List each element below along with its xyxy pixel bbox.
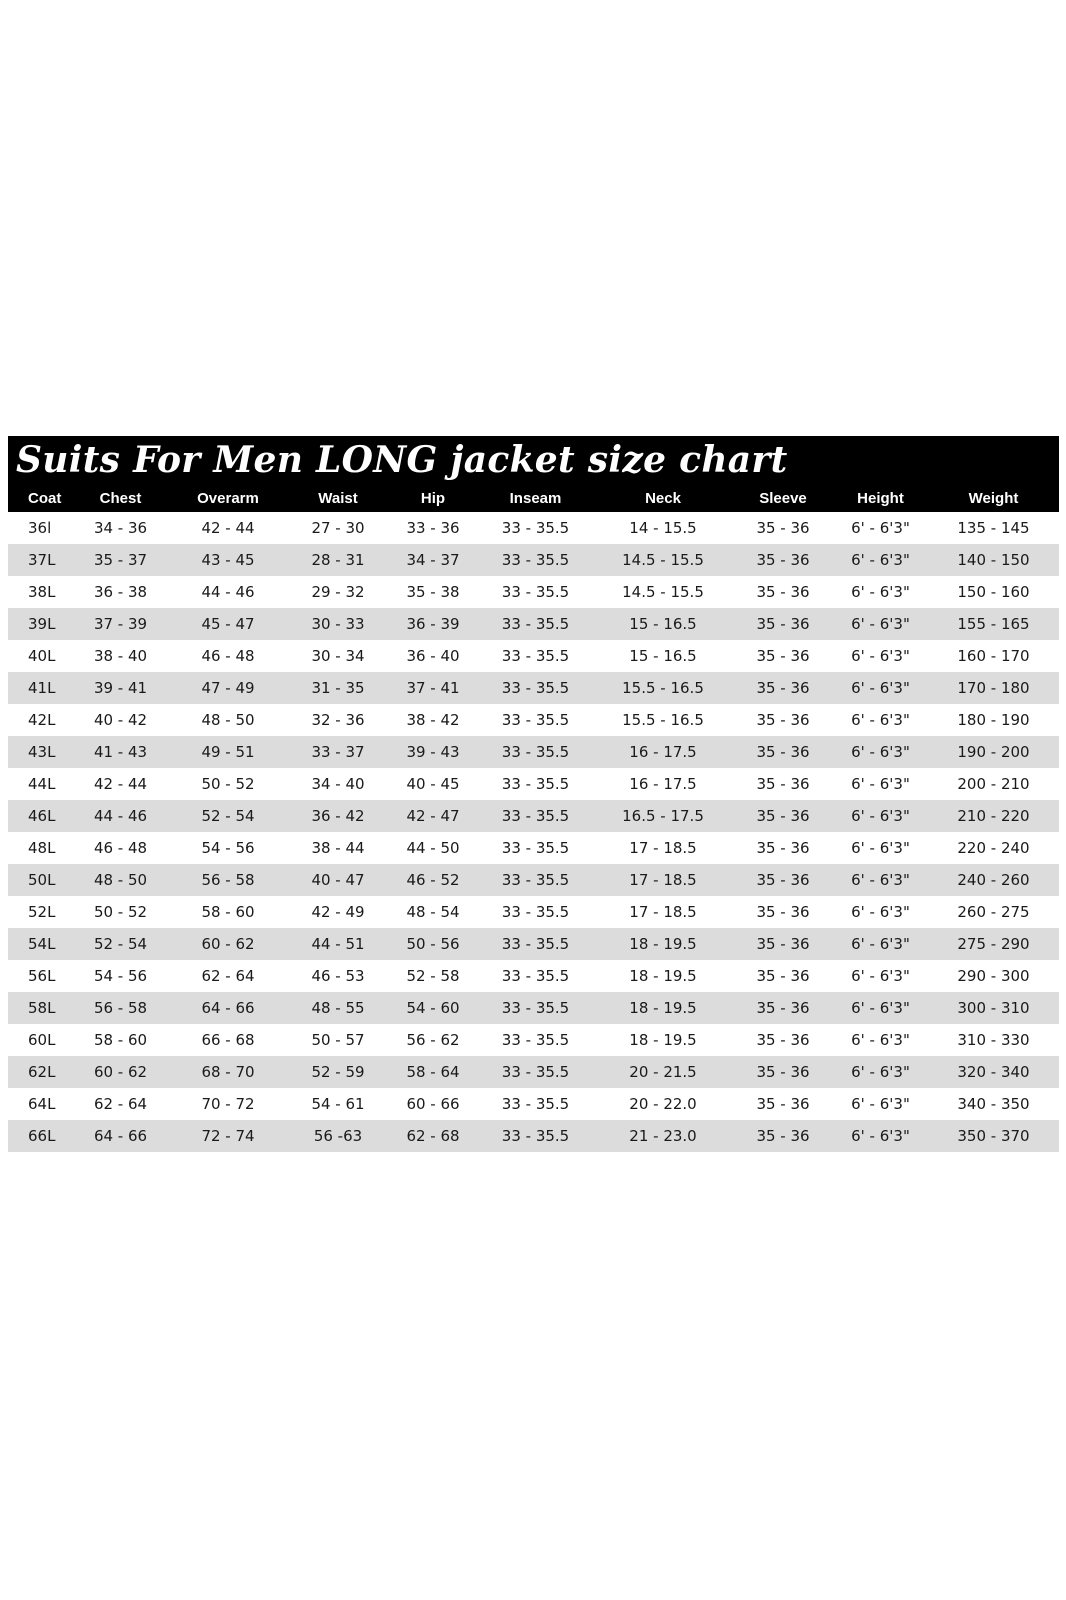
- cell-coat: 48L: [8, 832, 73, 864]
- cell-coat: 62L: [8, 1056, 73, 1088]
- cell-overarm: 70 - 72: [168, 1088, 288, 1120]
- cell-sleeve: 35 - 36: [733, 992, 833, 1024]
- cell-waist: 54 - 61: [288, 1088, 388, 1120]
- cell-chest: 34 - 36: [73, 512, 168, 544]
- cell-neck: 15.5 - 16.5: [593, 672, 733, 704]
- cell-weight: 190 - 200: [928, 736, 1059, 768]
- table-row: [8, 992, 1059, 1024]
- cell-inseam: 33 - 35.5: [478, 896, 593, 928]
- cell-inseam: 33 - 35.5: [478, 640, 593, 672]
- cell-hip: 35 - 38: [388, 576, 478, 608]
- cell-inseam: 33 - 35.5: [478, 512, 593, 544]
- cell-waist: 50 - 57: [288, 1024, 388, 1056]
- cell-weight: 180 - 190: [928, 704, 1059, 736]
- cell-height: 6' - 6'3": [833, 768, 928, 800]
- cell-inseam: 33 - 35.5: [478, 1120, 593, 1152]
- cell-weight: 150 - 160: [928, 576, 1059, 608]
- cell-chest: 56 - 58: [73, 992, 168, 1024]
- header-row: [8, 484, 1059, 512]
- cell-coat: 54L: [8, 928, 73, 960]
- cell-coat: 64L: [8, 1088, 73, 1120]
- cell-sleeve: 35 - 36: [733, 928, 833, 960]
- column-header-hip: Hip: [388, 484, 478, 512]
- cell-inseam: 33 - 35.5: [478, 800, 593, 832]
- cell-chest: 39 - 41: [73, 672, 168, 704]
- cell-sleeve: 35 - 36: [733, 896, 833, 928]
- cell-waist: 30 - 33: [288, 608, 388, 640]
- cell-inseam: 33 - 35.5: [478, 928, 593, 960]
- cell-weight: 140 - 150: [928, 544, 1059, 576]
- table-row: [8, 864, 1059, 896]
- cell-coat: 52L: [8, 896, 73, 928]
- cell-overarm: 60 - 62: [168, 928, 288, 960]
- cell-inseam: 33 - 35.5: [478, 544, 593, 576]
- cell-height: 6' - 6'3": [833, 640, 928, 672]
- cell-overarm: 42 - 44: [168, 512, 288, 544]
- table-row: [8, 512, 1059, 544]
- cell-waist: 28 - 31: [288, 544, 388, 576]
- cell-hip: 60 - 66: [388, 1088, 478, 1120]
- cell-waist: 52 - 59: [288, 1056, 388, 1088]
- cell-neck: 18 - 19.5: [593, 928, 733, 960]
- cell-chest: 40 - 42: [73, 704, 168, 736]
- title-bar: [8, 436, 1059, 484]
- cell-waist: 42 - 49: [288, 896, 388, 928]
- cell-overarm: 47 - 49: [168, 672, 288, 704]
- cell-neck: 15.5 - 16.5: [593, 704, 733, 736]
- cell-coat: 37L: [8, 544, 73, 576]
- cell-height: 6' - 6'3": [833, 1056, 928, 1088]
- cell-neck: 14.5 - 15.5: [593, 544, 733, 576]
- cell-inseam: 33 - 35.5: [478, 960, 593, 992]
- cell-height: 6' - 6'3": [833, 672, 928, 704]
- cell-height: 6' - 6'3": [833, 736, 928, 768]
- cell-neck: 14 - 15.5: [593, 512, 733, 544]
- cell-sleeve: 35 - 36: [733, 832, 833, 864]
- cell-hip: 36 - 39: [388, 608, 478, 640]
- cell-sleeve: 35 - 36: [733, 1120, 833, 1152]
- cell-sleeve: 35 - 36: [733, 704, 833, 736]
- cell-height: 6' - 6'3": [833, 928, 928, 960]
- cell-overarm: 46 - 48: [168, 640, 288, 672]
- cell-overarm: 50 - 52: [168, 768, 288, 800]
- cell-inseam: 33 - 35.5: [478, 992, 593, 1024]
- cell-weight: 135 - 145: [928, 512, 1059, 544]
- cell-neck: 16.5 - 17.5: [593, 800, 733, 832]
- cell-height: 6' - 6'3": [833, 1088, 928, 1120]
- cell-coat: 42L: [8, 704, 73, 736]
- cell-neck: 17 - 18.5: [593, 864, 733, 896]
- table-row: [8, 896, 1059, 928]
- cell-sleeve: 35 - 36: [733, 1088, 833, 1120]
- cell-height: 6' - 6'3": [833, 512, 928, 544]
- cell-chest: 50 - 52: [73, 896, 168, 928]
- cell-weight: 340 - 350: [928, 1088, 1059, 1120]
- cell-inseam: 33 - 35.5: [478, 704, 593, 736]
- cell-overarm: 52 - 54: [168, 800, 288, 832]
- column-header-sleeve: Sleeve: [733, 484, 833, 512]
- cell-sleeve: 35 - 36: [733, 800, 833, 832]
- cell-sleeve: 35 - 36: [733, 1056, 833, 1088]
- cell-inseam: 33 - 35.5: [478, 736, 593, 768]
- cell-chest: 36 - 38: [73, 576, 168, 608]
- cell-weight: 320 - 340: [928, 1056, 1059, 1088]
- table-row: [8, 640, 1059, 672]
- cell-waist: 27 - 30: [288, 512, 388, 544]
- cell-neck: 21 - 23.0: [593, 1120, 733, 1152]
- column-header-height: Height: [833, 484, 928, 512]
- cell-waist: 44 - 51: [288, 928, 388, 960]
- table-body: [8, 512, 1059, 1152]
- table-row: [8, 736, 1059, 768]
- cell-neck: 20 - 22.0: [593, 1088, 733, 1120]
- cell-hip: 62 - 68: [388, 1120, 478, 1152]
- cell-height: 6' - 6'3": [833, 896, 928, 928]
- cell-height: 6' - 6'3": [833, 800, 928, 832]
- cell-chest: 48 - 50: [73, 864, 168, 896]
- cell-overarm: 49 - 51: [168, 736, 288, 768]
- cell-hip: 34 - 37: [388, 544, 478, 576]
- table-row: [8, 608, 1059, 640]
- cell-chest: 58 - 60: [73, 1024, 168, 1056]
- cell-weight: 160 - 170: [928, 640, 1059, 672]
- cell-sleeve: 35 - 36: [733, 1024, 833, 1056]
- cell-inseam: 33 - 35.5: [478, 832, 593, 864]
- cell-height: 6' - 6'3": [833, 864, 928, 896]
- cell-sleeve: 35 - 36: [733, 960, 833, 992]
- cell-coat: 60L: [8, 1024, 73, 1056]
- cell-hip: 39 - 43: [388, 736, 478, 768]
- column-header-inseam: Inseam: [478, 484, 593, 512]
- cell-height: 6' - 6'3": [833, 544, 928, 576]
- cell-sleeve: 35 - 36: [733, 768, 833, 800]
- cell-neck: 18 - 19.5: [593, 960, 733, 992]
- cell-overarm: 48 - 50: [168, 704, 288, 736]
- cell-chest: 42 - 44: [73, 768, 168, 800]
- table-row: [8, 544, 1059, 576]
- cell-neck: 20 - 21.5: [593, 1056, 733, 1088]
- cell-hip: 38 - 42: [388, 704, 478, 736]
- cell-chest: 44 - 46: [73, 800, 168, 832]
- table-row: [8, 928, 1059, 960]
- cell-overarm: 72 - 74: [168, 1120, 288, 1152]
- cell-sleeve: 35 - 36: [733, 864, 833, 896]
- cell-sleeve: 35 - 36: [733, 512, 833, 544]
- column-header-neck: Neck: [593, 484, 733, 512]
- cell-height: 6' - 6'3": [833, 608, 928, 640]
- cell-hip: 36 - 40: [388, 640, 478, 672]
- cell-neck: 16 - 17.5: [593, 736, 733, 768]
- cell-neck: 15 - 16.5: [593, 640, 733, 672]
- cell-inseam: 33 - 35.5: [478, 672, 593, 704]
- table-row: [8, 704, 1059, 736]
- cell-chest: 37 - 39: [73, 608, 168, 640]
- size-table: [8, 484, 1059, 1152]
- cell-neck: 18 - 19.5: [593, 1024, 733, 1056]
- cell-coat: 38L: [8, 576, 73, 608]
- table-row: [8, 768, 1059, 800]
- cell-overarm: 43 - 45: [168, 544, 288, 576]
- column-header-weight: Weight: [928, 484, 1059, 512]
- cell-coat: 46L: [8, 800, 73, 832]
- cell-overarm: 45 - 47: [168, 608, 288, 640]
- cell-hip: 58 - 64: [388, 1056, 478, 1088]
- cell-height: 6' - 6'3": [833, 960, 928, 992]
- cell-inseam: 33 - 35.5: [478, 864, 593, 896]
- table-row: [8, 1120, 1059, 1152]
- table-row: [8, 576, 1059, 608]
- cell-waist: 29 - 32: [288, 576, 388, 608]
- cell-neck: 16 - 17.5: [593, 768, 733, 800]
- cell-chest: 62 - 64: [73, 1088, 168, 1120]
- cell-waist: 48 - 55: [288, 992, 388, 1024]
- table-row: [8, 1024, 1059, 1056]
- cell-hip: 44 - 50: [388, 832, 478, 864]
- cell-weight: 220 - 240: [928, 832, 1059, 864]
- cell-weight: 350 - 370: [928, 1120, 1059, 1152]
- cell-coat: 44L: [8, 768, 73, 800]
- cell-hip: 54 - 60: [388, 992, 478, 1024]
- chart-title: Suits For Men LONG jacket size chart: [16, 439, 788, 481]
- cell-weight: 260 - 275: [928, 896, 1059, 928]
- cell-waist: 30 - 34: [288, 640, 388, 672]
- cell-sleeve: 35 - 36: [733, 640, 833, 672]
- cell-inseam: 33 - 35.5: [478, 1088, 593, 1120]
- cell-overarm: 66 - 68: [168, 1024, 288, 1056]
- cell-chest: 46 - 48: [73, 832, 168, 864]
- cell-weight: 155 - 165: [928, 608, 1059, 640]
- cell-weight: 300 - 310: [928, 992, 1059, 1024]
- cell-chest: 52 - 54: [73, 928, 168, 960]
- cell-coat: 39L: [8, 608, 73, 640]
- cell-chest: 41 - 43: [73, 736, 168, 768]
- cell-weight: 240 - 260: [928, 864, 1059, 896]
- cell-hip: 56 - 62: [388, 1024, 478, 1056]
- cell-overarm: 44 - 46: [168, 576, 288, 608]
- cell-hip: 40 - 45: [388, 768, 478, 800]
- cell-sleeve: 35 - 36: [733, 544, 833, 576]
- column-header-waist: Waist: [288, 484, 388, 512]
- cell-coat: 43L: [8, 736, 73, 768]
- cell-hip: 50 - 56: [388, 928, 478, 960]
- cell-overarm: 68 - 70: [168, 1056, 288, 1088]
- table-row: [8, 960, 1059, 992]
- cell-coat: 36l: [8, 512, 73, 544]
- cell-sleeve: 35 - 36: [733, 672, 833, 704]
- cell-sleeve: 35 - 36: [733, 576, 833, 608]
- cell-sleeve: 35 - 36: [733, 736, 833, 768]
- cell-inseam: 33 - 35.5: [478, 1056, 593, 1088]
- column-header-chest: Chest: [73, 484, 168, 512]
- cell-sleeve: 35 - 36: [733, 608, 833, 640]
- cell-weight: 275 - 290: [928, 928, 1059, 960]
- cell-hip: 46 - 52: [388, 864, 478, 896]
- cell-height: 6' - 6'3": [833, 704, 928, 736]
- cell-waist: 56 -63: [288, 1120, 388, 1152]
- cell-neck: 17 - 18.5: [593, 896, 733, 928]
- table-row: [8, 1088, 1059, 1120]
- size-chart: [8, 436, 1059, 1152]
- cell-hip: 37 - 41: [388, 672, 478, 704]
- cell-coat: 50L: [8, 864, 73, 896]
- cell-coat: 56L: [8, 960, 73, 992]
- cell-height: 6' - 6'3": [833, 1120, 928, 1152]
- table-row: [8, 832, 1059, 864]
- cell-hip: 48 - 54: [388, 896, 478, 928]
- cell-coat: 58L: [8, 992, 73, 1024]
- cell-weight: 200 - 210: [928, 768, 1059, 800]
- table-row: [8, 1056, 1059, 1088]
- cell-overarm: 54 - 56: [168, 832, 288, 864]
- cell-coat: 40L: [8, 640, 73, 672]
- cell-inseam: 33 - 35.5: [478, 1024, 593, 1056]
- cell-height: 6' - 6'3": [833, 992, 928, 1024]
- column-header-coat: Coat: [8, 484, 73, 512]
- cell-inseam: 33 - 35.5: [478, 608, 593, 640]
- cell-neck: 17 - 18.5: [593, 832, 733, 864]
- cell-neck: 18 - 19.5: [593, 992, 733, 1024]
- table-row: [8, 672, 1059, 704]
- cell-hip: 33 - 36: [388, 512, 478, 544]
- cell-overarm: 58 - 60: [168, 896, 288, 928]
- cell-hip: 42 - 47: [388, 800, 478, 832]
- column-header-overarm: Overarm: [168, 484, 288, 512]
- cell-overarm: 62 - 64: [168, 960, 288, 992]
- cell-chest: 35 - 37: [73, 544, 168, 576]
- cell-chest: 60 - 62: [73, 1056, 168, 1088]
- cell-weight: 290 - 300: [928, 960, 1059, 992]
- cell-weight: 210 - 220: [928, 800, 1059, 832]
- cell-chest: 54 - 56: [73, 960, 168, 992]
- cell-height: 6' - 6'3": [833, 1024, 928, 1056]
- cell-overarm: 56 - 58: [168, 864, 288, 896]
- cell-coat: 41L: [8, 672, 73, 704]
- cell-weight: 310 - 330: [928, 1024, 1059, 1056]
- cell-waist: 31 - 35: [288, 672, 388, 704]
- cell-waist: 36 - 42: [288, 800, 388, 832]
- cell-height: 6' - 6'3": [833, 832, 928, 864]
- cell-waist: 33 - 37: [288, 736, 388, 768]
- cell-waist: 32 - 36: [288, 704, 388, 736]
- cell-hip: 52 - 58: [388, 960, 478, 992]
- cell-chest: 38 - 40: [73, 640, 168, 672]
- cell-neck: 14.5 - 15.5: [593, 576, 733, 608]
- cell-overarm: 64 - 66: [168, 992, 288, 1024]
- cell-waist: 40 - 47: [288, 864, 388, 896]
- cell-neck: 15 - 16.5: [593, 608, 733, 640]
- cell-inseam: 33 - 35.5: [478, 576, 593, 608]
- cell-waist: 34 - 40: [288, 768, 388, 800]
- cell-height: 6' - 6'3": [833, 576, 928, 608]
- cell-waist: 46 - 53: [288, 960, 388, 992]
- cell-chest: 64 - 66: [73, 1120, 168, 1152]
- cell-coat: 66L: [8, 1120, 73, 1152]
- table-row: [8, 800, 1059, 832]
- cell-weight: 170 - 180: [928, 672, 1059, 704]
- cell-inseam: 33 - 35.5: [478, 768, 593, 800]
- cell-waist: 38 - 44: [288, 832, 388, 864]
